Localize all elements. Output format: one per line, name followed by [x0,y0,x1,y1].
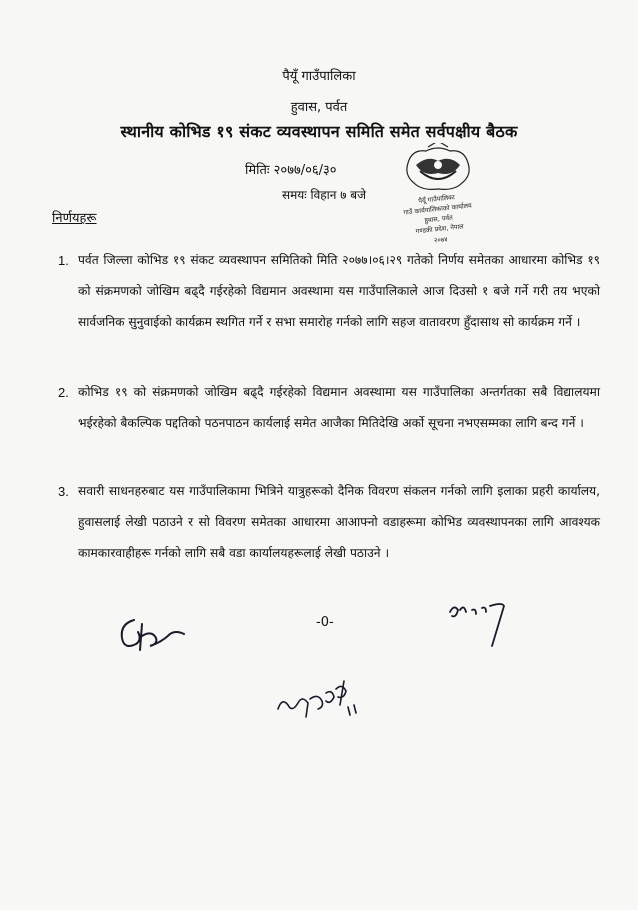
signature-left [112,612,192,658]
decision-item [58,377,600,439]
meeting-title: स्थानीय कोभिड १९ संकट व्यवस्थापन समिति समेत सर्वपक्षीय बैठक [120,122,518,141]
decisions-heading: निर्णयहरू [52,211,97,226]
signature-bottom [270,675,366,725]
org-address: हुवास, पर्वत [290,100,348,115]
stamp-line-1: पैयूँ गाउँपालिका [417,193,456,205]
stamp-line-4: गण्डकी प्रदेश, नेपाल [415,222,464,236]
decision-number: 1. [58,253,69,268]
decision-text: सवारी साधनहरुबाट यस गाउँपालिकामा भित्रिने यात्रुहरूको दैनिक विवरण संकलन गर्नको लागि इलाका प्रहरी कार्यालय, हुवासलाई लेखी पठाउने र सो विवरण समेतका आधारमा आआफ्नो वडाहरूमा कोभिड व्यवस्थापनका लागि आवश्यक कामकारवाहीहरू गर्नको लागि सबै वडा कार्यालयहरूलाई लेखी पठाउने । [78,484,600,560]
decision-item [58,245,600,338]
meeting-date: मितिः २०७७/०६/३० [245,163,337,178]
decision-text: पर्वत जिल्ला कोभिड १९ संकट व्यवस्थापन समितिको मिति २०७७।०६।२९ गतेको निर्णय समेतका आधारमा कोभिड १९ को संक्रमणको जोखिम बढ्दै गईरहेको विद्यमान अवस्थामा यस गाउँपालिकाले आज दिउसो १ बजे गर्ने गरी तय भएको सार्वजनिक सुनुवाईको कार्यक्रम स्थगित गर्ने र सभा समारोह गर्नको लागि सहज वातावरण हुँदासाथ सो कार्यक्रम गर्ने । [78,253,600,329]
end-mark: -0- [316,615,334,630]
decision-item [58,476,600,569]
org-name: पैयूँ गाउँपालिका [282,69,356,84]
signature-right [446,598,510,650]
meeting-time: समयः विहान ७ बजे [282,188,367,202]
decision-number: 2. [58,385,69,400]
decision-number: 3. [58,484,69,499]
stamp-line-5: २०७४ [433,235,448,245]
decision-text: कोभिड १९ को संक्रमणको जोखिम बढ्दै गईरहेको विद्यमान अवस्थामा यस गाउँपालिका अन्तर्गतका सबै विद्यालयमा भईरहेको बैकल्पिक पद्दतिको पठनपाठन कार्यलाई समेत आजैका मितिदेखि अर्को सूचना नभएसम्मका लागि बन्द गर्ने । [78,385,600,430]
official-stamp [398,143,478,253]
stamp-line-3: हुवास, पर्वत [424,213,454,225]
stamp-line-2: गाउँ कार्यपालिकाको कार्यालय [403,201,473,217]
